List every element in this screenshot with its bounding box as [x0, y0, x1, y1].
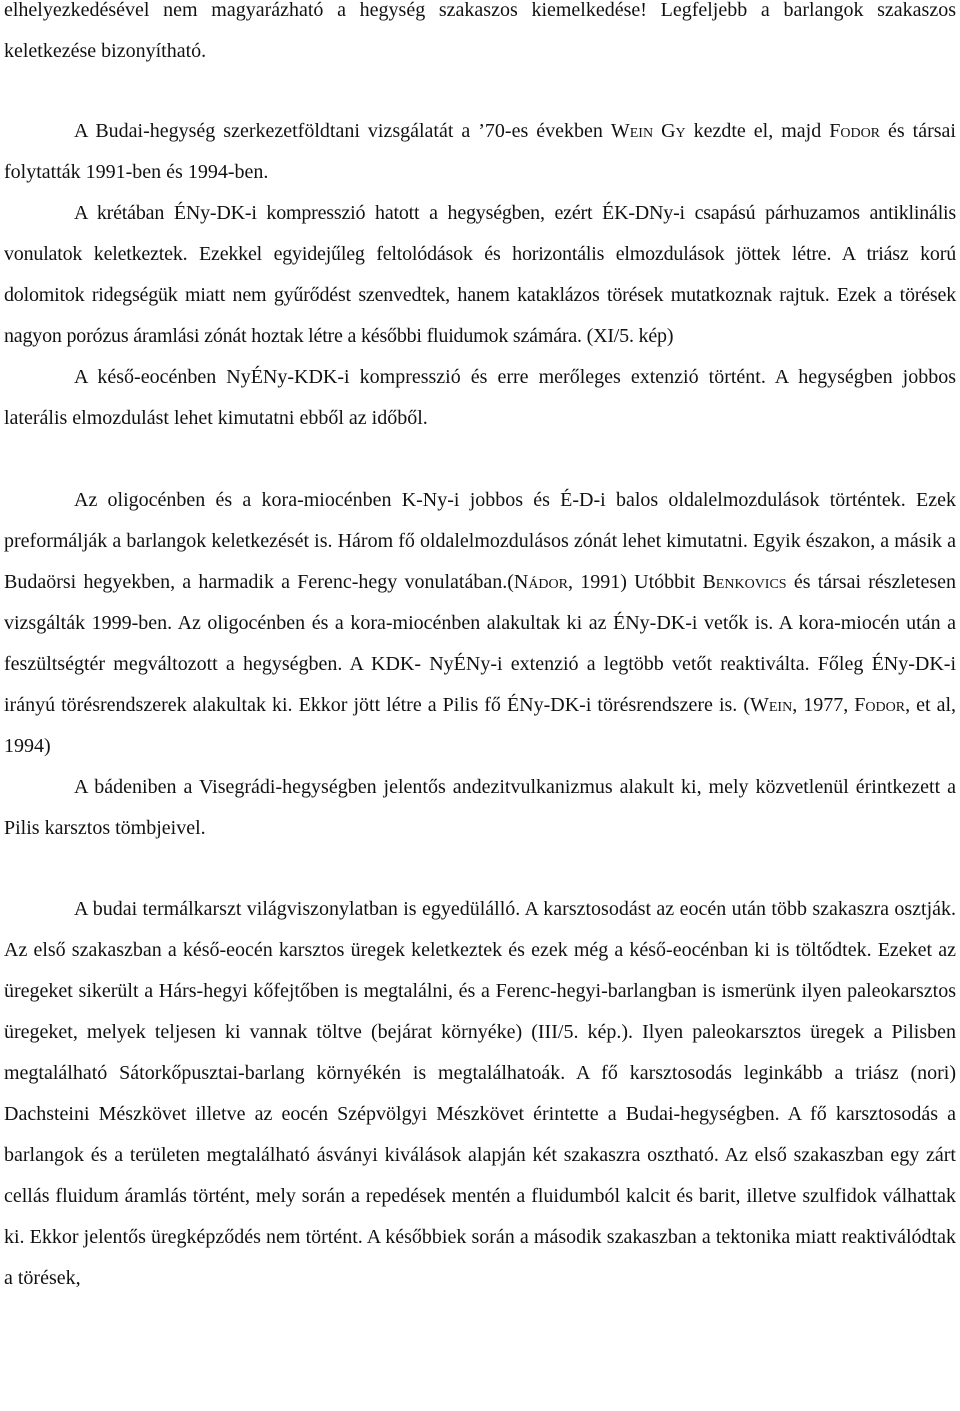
paragraph-cretaceous: A krétában ÉNy-DK-i kompresszió hatott a hegységben, ezért ÉK-DNy-i csapású párhuzamos antiklinális vonulatok keletkeztek. Ezekkel egyidejűleg feltolódások és horizontális elmozdulások jöttek létre. A triász korú dolomitok ridegségük miatt nem gyűrődést szenvedtek, hanem kataklázos törések mutatkoznak rajtuk. Ezek a törések nagyon porózus áramlási zónát hoztak létre a későbbi fluidumok számára. (XI/5. kép): [4, 202, 956, 347]
author-name: Wein: [749, 694, 793, 716]
paragraph-gap: [4, 439, 956, 480]
document-page: [4, 0, 956, 1299]
author-name: Benkovics: [702, 571, 787, 593]
author-name: Wein Gy: [610, 120, 686, 142]
paragraph-badenian: A bádeniben a Visegrádi-hegységben jelentős andezitvulkanizmus alakult ki, mely közvetlenül érintkezett a Pilis karsztos tömbjeivel.: [4, 776, 956, 839]
text-run: Az oligocénben és a kora-miocénben K-Ny-i jobbos és É-D-i balos oldalelmozdulások történtek. Ezek preformálják a barlangok keletkezését is. Három fő oldalelmozdulásos zónát lehet kimutatni. Egyik északon, a másik a Budaörsi hegyekben, a harmadik a Ferenc-hegy vonulatában.(: [4, 489, 956, 593]
paragraph-late-eocene: A késő-eocénben NyÉNy-KDK-i kompresszió és erre merőleges extenzió történt. A hegységben jobbos laterális elmozdulást lehet kimutatni ebből az időből.: [4, 366, 956, 429]
text-run: , 1991) Utóbbit: [568, 571, 703, 593]
text-run: és társai részletesen vizsgálták 1999-ben. Az oligocénben és a kora-miocénben alakultak ki az ÉNy-DK-i vetők is. A kora-miocén után a feszültségtér megváltozott a hegységben. A KDK- NyÉNy-i extenzió a legtöbb vetőt reaktiválta. Főleg ÉNy-DK-i irányú törésrendszerek alakultak ki. Ekkor jött létre a Pilis fő ÉNy-DK-i törésrendszere is. (: [4, 571, 956, 716]
paragraph-continuation: elhelyezkedésével nem magyarázható a hegység szakaszos kiemelkedése! Legfeljebb a barlangok szakaszos keletkezése bizonyítható.: [4, 0, 956, 62]
paragraph-gap: [4, 72, 956, 111]
paragraph-gap: [4, 849, 956, 889]
paragraph-oligocene: [4, 480, 956, 767]
paragraph-structural-study: [4, 111, 956, 193]
author-name: Fodor: [854, 694, 906, 716]
paragraph-thermal-karst: A budai termálkarszt világviszonylatban is egyedülálló. A karsztosodást az eocén után több szakaszra osztják. Az első szakaszban a késő-eocén karsztos üregek keletkeztek és ezek még a késő-eocénban ki is töltődtek. Ezeket az üregeket sikerült a Hárs-hegyi kőfejtőben is megtalálni, és a Ferenc-hegyi-barlangban is ismerünk ilyen paleokarsztos üregeket, melyek teljesen ki vannak töltve (bejárat környéke) (III/5. kép.). Ilyen paleokarsztos üregek a Pilisben megtalálható Sátorkőpusztai-barlang környékén is megtalálhatoák. A fő karsztosodás leginkább a triász (nori) Dachsteini Mészkövet illetve az eocén Szépvölgyi Mészkövet érintette a Budai-hegységben. A fő karsztosodás a barlangok és a területen megtalálható ásványi kiválások alapján két szakaszra osztható. Az első szakaszban egy zárt cellás fluidum áramlás történt, mely során a repedések mentén a fluidumból kalcit és barit, illetve szulfidok válhattak ki. Ekkor jelentős üregképződés nem történt. A későbbiek során a második szakaszban a tektonika miatt reaktiválódtak a törések,: [4, 898, 956, 1289]
text-run: , 1977,: [792, 694, 855, 716]
text-run: és társai folytatták 1991-ben és 1994-ben.: [4, 120, 956, 183]
author-name: Fodor: [829, 120, 881, 142]
text-run: , et al, 1994): [4, 694, 956, 757]
author-name: Nádor: [513, 571, 568, 593]
text-run: kezdte el, majd: [685, 120, 830, 142]
text-run: A Budai-hegység szerkezetföldtani vizsgálatát a ’70-es években: [74, 120, 611, 142]
